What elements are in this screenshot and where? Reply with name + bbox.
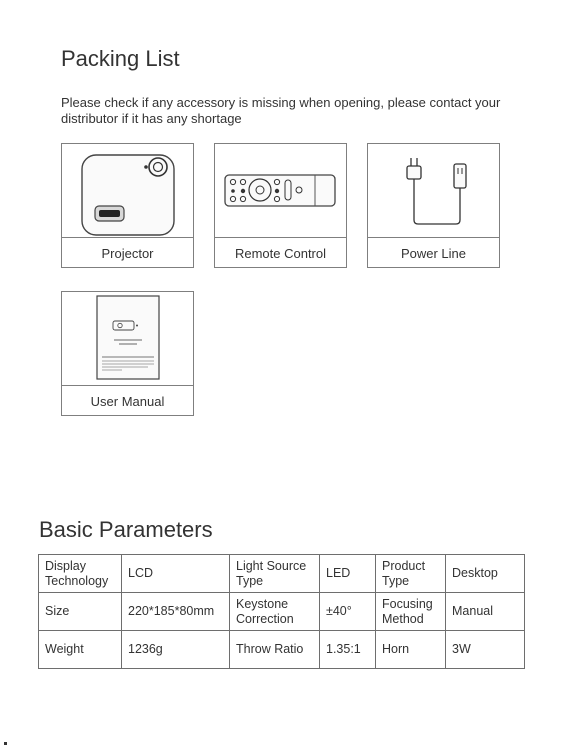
parameter-name-cell: Display Technology xyxy=(39,555,122,593)
projector-label: Projector xyxy=(101,246,154,261)
parameter-value-cell: LED xyxy=(320,555,376,593)
parameter-value-cell: Desktop xyxy=(446,555,525,593)
parameters-table xyxy=(38,554,525,669)
parameter-name-cell: Throw Ratio xyxy=(230,631,320,669)
parameter-value-cell: 3W xyxy=(446,631,525,669)
table-row xyxy=(39,631,525,669)
power-cord-icon xyxy=(368,144,499,238)
parameter-name-cell: Focusing Method xyxy=(376,593,446,631)
parameter-name-cell: Horn xyxy=(376,631,446,669)
packing-list-title: Packing List xyxy=(61,46,180,71)
table-row xyxy=(39,593,525,631)
parameter-value-cell: LCD xyxy=(122,555,230,593)
user-manual-label: User Manual xyxy=(90,394,165,409)
parameter-name-cell: Keystone Correction xyxy=(230,593,320,631)
parameter-value-cell: 220*185*80mm xyxy=(122,593,230,631)
power-line-label: Power Line xyxy=(400,246,467,261)
parameter-name-cell: Light Source Type xyxy=(230,555,320,593)
packing-item-projector xyxy=(61,143,194,268)
packing-item-remote-control xyxy=(214,143,347,268)
packing-item-user-manual xyxy=(61,291,194,416)
parameter-name-cell: Weight xyxy=(39,631,122,669)
packing-list-intro: Please check if any accessory is missing when opening, please contact your distributor if it has any shortage xyxy=(61,95,501,126)
parameter-name-cell: Size xyxy=(39,593,122,631)
page-mark xyxy=(4,742,7,745)
parameter-value-cell: 1236g xyxy=(122,631,230,669)
packing-item-power-line xyxy=(367,143,500,268)
basic-parameters-title: Basic Parameters xyxy=(39,517,213,542)
projector-icon xyxy=(62,144,193,238)
parameter-name-cell: Product Type xyxy=(376,555,446,593)
user-manual-icon xyxy=(62,292,193,386)
remote-control-label: Remote Control xyxy=(234,246,327,261)
parameter-value-cell: ±40° xyxy=(320,593,376,631)
table-row xyxy=(39,555,525,593)
remote-control-icon xyxy=(215,144,346,238)
parameter-value-cell: Manual xyxy=(446,593,525,631)
parameter-value-cell: 1.35:1 xyxy=(320,631,376,669)
